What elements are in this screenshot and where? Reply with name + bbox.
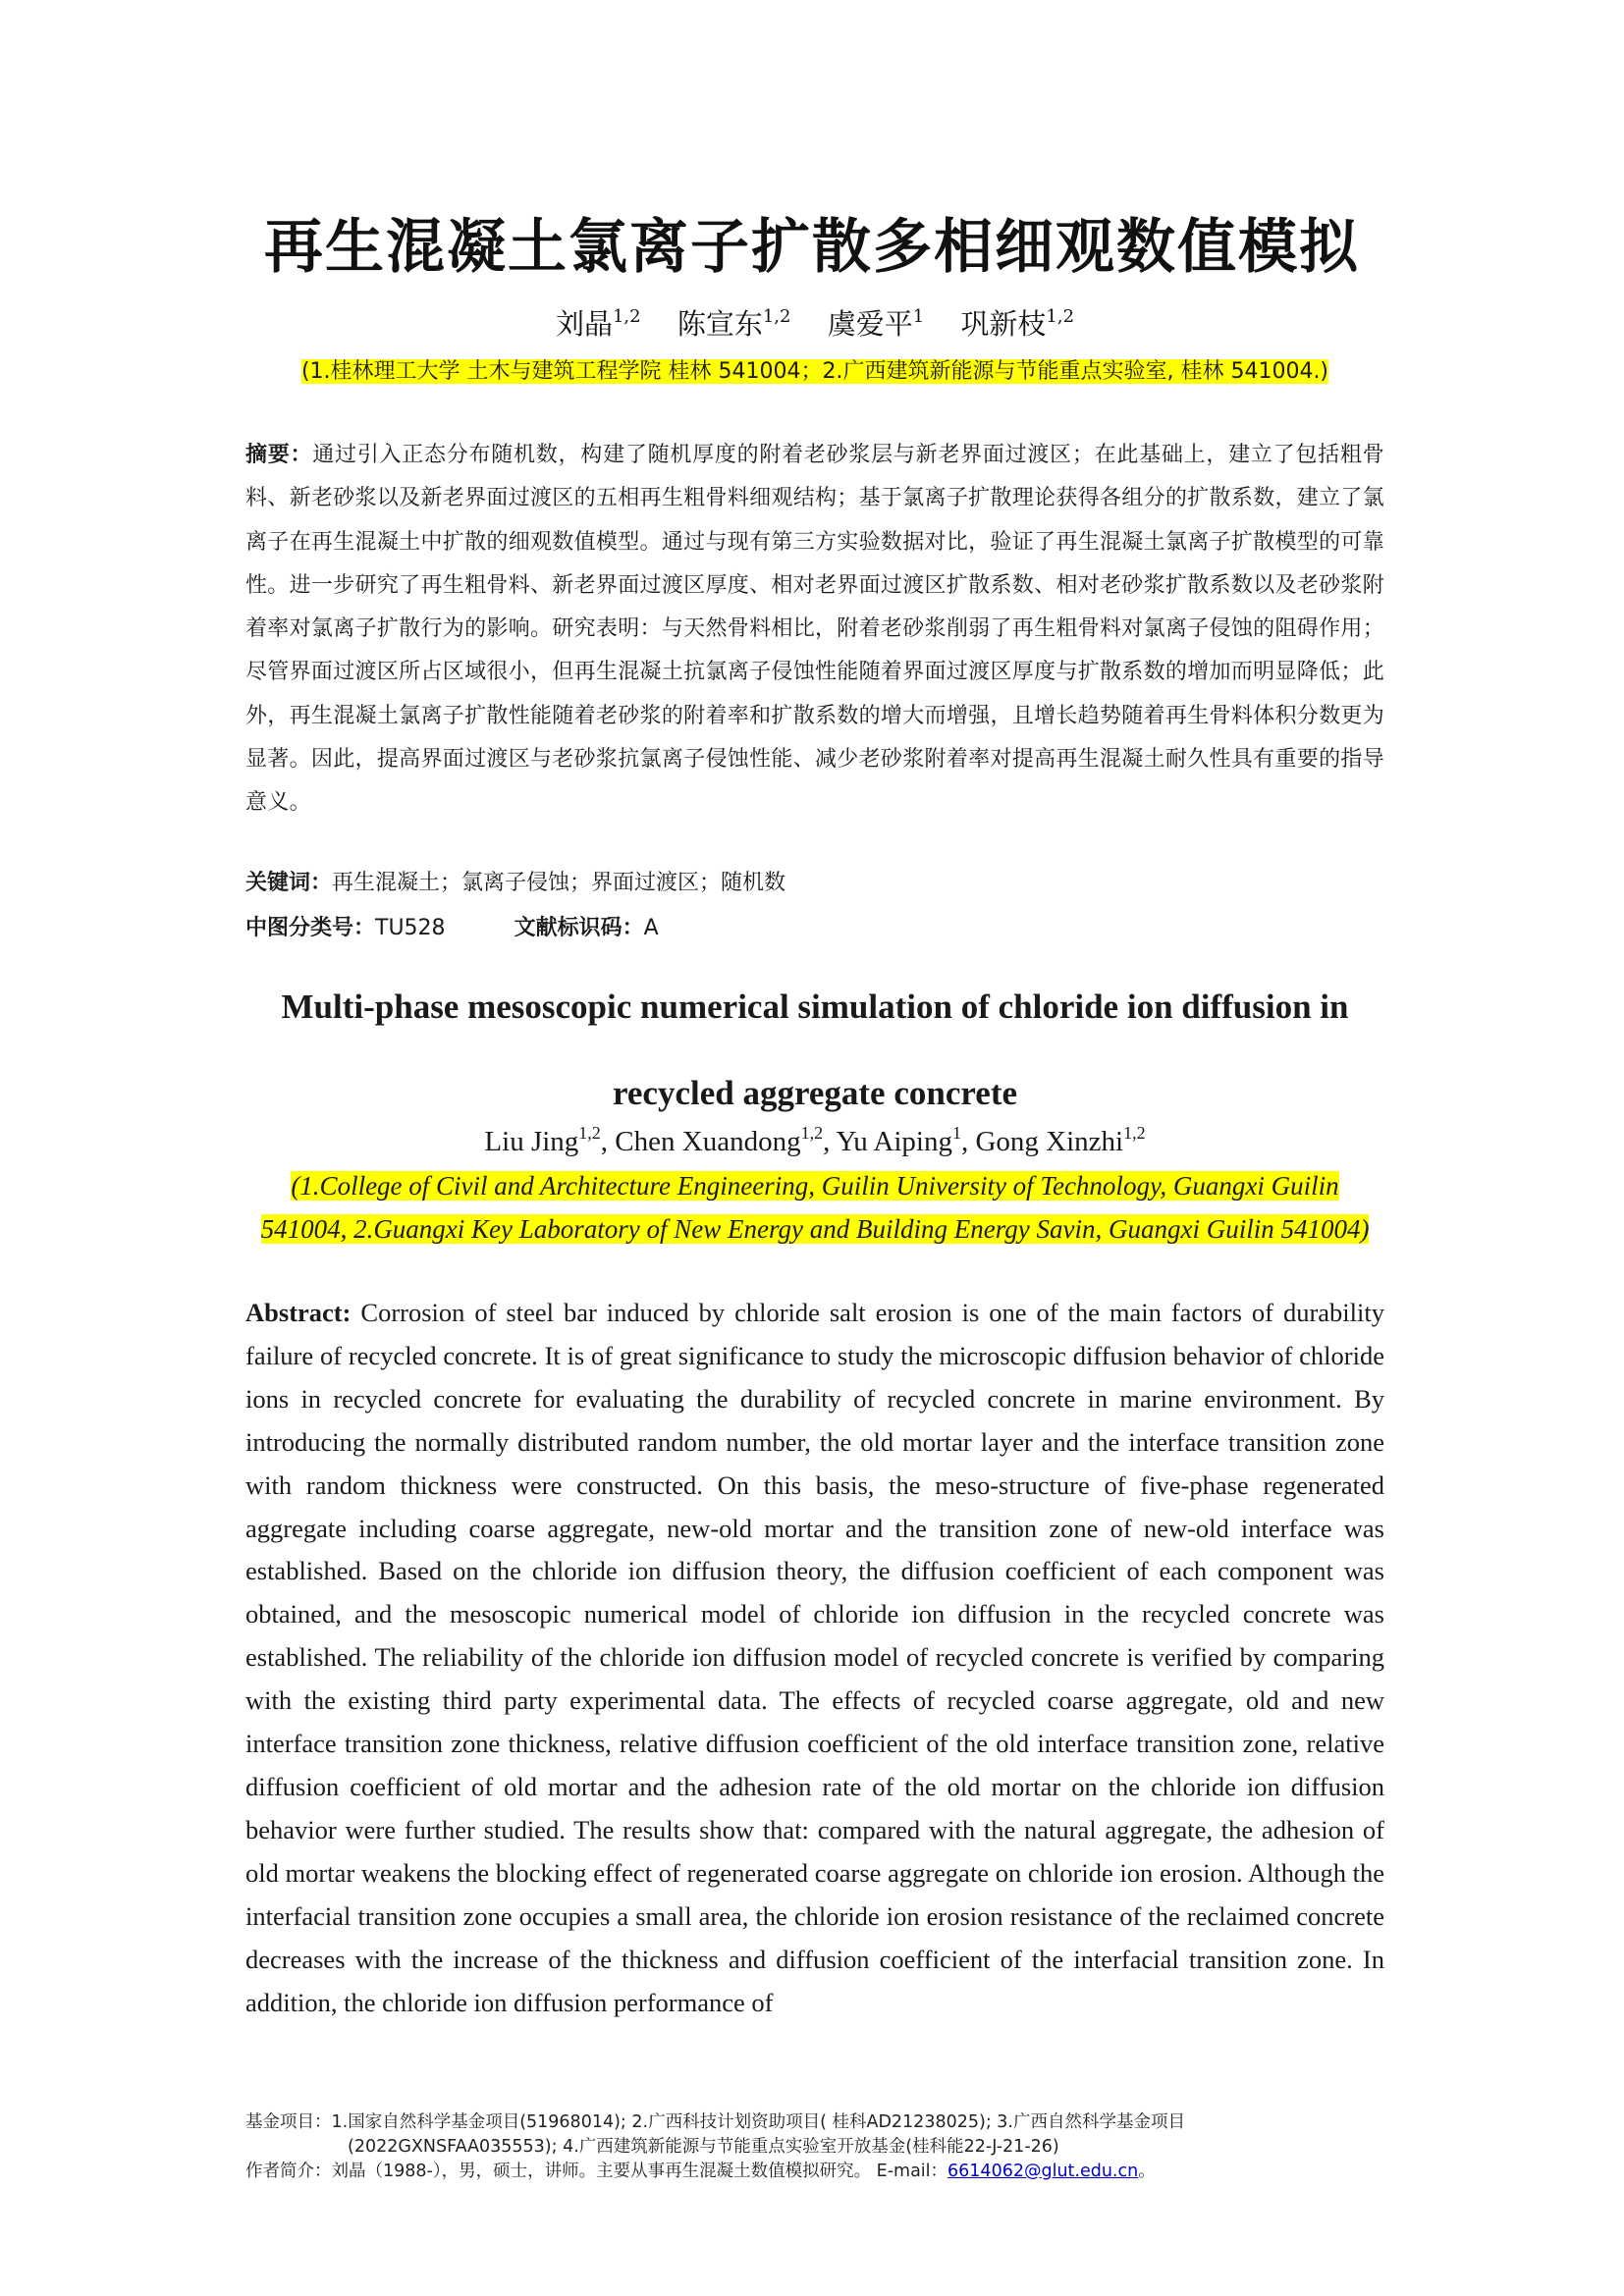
abstract-cn-text: 通过引入正态分布随机数，构建了随机厚度的附着老砂浆层与新老界面过渡区；在此基础上，建立了包括粗骨料、新老砂浆以及新老界面过渡区的五相再生粗骨料细观结构；基于氯离子扩散理论获得各组分的扩散系数，建立了氯离子在再生混凝土中扩散的细观数值模型。通过与现有第三方实验数据对比，验证了再生混凝土氯离子扩散模型的可靠性。进一步研究了再生粗骨料、新老界面过渡区厚度、相对老界面过渡区扩散系数、相对老砂浆扩散系数以及老砂浆附着率对氯离子扩散行为的影响。研究表明：与天然骨料相比，附着老砂浆削弱了再生粗骨料对氯离子侵蚀的阻碍作用；尽管界面过渡区所占区域很小，但再生混凝土抗氯离子侵蚀性能随着界面过渡区厚度与扩散系数的增加而明显降低；此外，再生混凝土氯离子扩散性能随着老砂浆的附着率和扩散系数的增大而增强，且增长趋势随着再生骨料体积分数更为显著。因此，提高界面过渡区与老砂浆抗氯离子侵蚀性能、减少老砂浆附着率对提高再生混凝土耐久性具有重要的指导意义。 — [245, 443, 1384, 816]
fund-label: 基金项目： — [245, 2112, 332, 2132]
keywords-chinese — [245, 866, 1384, 896]
author-en-name: Yu Aiping — [836, 1126, 952, 1157]
abstract-en-label: Abstract: — [245, 1298, 352, 1327]
author-en-sup: 1,2 — [800, 1123, 824, 1143]
abstract-en-text: Corrosion of steel bar induced by chloride salt erosion is one of the main factors of durability failure of recycled concrete. It is of great significance to study the microscopic diffusion behavior of chloride ions in recycled concrete for evaluating the durability of recycled concrete in marine environment. By introducing the normally distributed random number, the old mortar layer and the interface transition zone with random thickness were constructed. On this basis, the meso-structure of five-phase regenerated aggregate including coarse aggregate, new-old mortar and the transition zone of new-old interface was established. Based on the chloride ion diffusion theory, the diffusion coefficient of each component was obtained, and the mesoscopic numerical model of chloride ion diffusion in the recycled concrete was established. The reliability of the chloride ion diffusion model of recycled concrete is verified by comparing with the existing third party experimental data. The effects of recycled coarse aggregate, old and new interface transition zone thickness, relative diffusion coefficient of the old interface transition zone, relative diffusion coefficient of old mortar and the adhesion rate of the old mortar on the chloride ion diffusion behavior were further studied. The results show that: compared with the natural aggregate, the adhesion of old mortar weakens the blocking effect of regenerated coarse aggregate on chloride ion erosion. Although the interfacial transition zone occupies a small area, the chloride ion erosion resistance of the reclaimed concrete decreases with the increase of the thickness and diffusion coefficient of the interfacial transition zone. In addition, the chloride ion diffusion performance of — [245, 1298, 1384, 2017]
author-cn-name: 刘晶 — [555, 307, 613, 341]
author-en-sup: 1 — [951, 1123, 961, 1143]
clc-label: 中图分类号： — [245, 916, 376, 940]
author-cn — [960, 307, 1074, 341]
author-cn — [677, 307, 791, 341]
author-en — [484, 1123, 616, 1157]
affiliation-english — [245, 1164, 1384, 1251]
author-en-sep: , — [600, 1126, 616, 1157]
keywords-label: 关键词： — [245, 871, 333, 895]
author-cn-name: 虞爱平 — [827, 307, 913, 341]
authors-chinese — [245, 302, 1384, 343]
author-cn-sup: 1 — [912, 306, 925, 327]
author-en-sup: 1,2 — [578, 1123, 601, 1143]
author-en-sep: , — [823, 1126, 837, 1157]
fund-line-1 — [245, 2110, 1404, 2135]
abstract-chinese — [245, 434, 1384, 826]
affiliation-chinese — [285, 353, 1345, 391]
authors-english — [245, 1123, 1384, 1158]
keywords-text: 再生混凝土；氯离子侵蚀；界面过渡区；随机数 — [332, 871, 786, 895]
author-bio-label: 作者简介： — [245, 2162, 332, 2181]
email-link[interactable]: 6614062@glut.edu.cn — [947, 2162, 1139, 2181]
author-cn-name: 陈宣东 — [677, 307, 763, 341]
author-bio — [245, 2160, 1404, 2184]
author-en-name: Chen Xuandong — [615, 1126, 801, 1157]
author-en-name: Gong Xinzhi — [975, 1126, 1124, 1157]
author-en — [975, 1123, 1146, 1157]
author-cn-sup: 1,2 — [762, 306, 791, 327]
author-en-name: Liu Jing — [484, 1126, 579, 1157]
affiliation-en-text: (1.College of Civil and Architecture Engineering, Guilin University of Technology, Guangxi Guilin 541004, 2.Guangxi Key Laboratory of New Energy and Building Energy Savin, Guangxi Guilin 541004) — [260, 1171, 1370, 1244]
author-cn — [828, 307, 924, 341]
footnotes — [245, 2110, 1404, 2184]
doc-code-label: 文献标识码： — [514, 916, 644, 940]
author-cn-name: 巩新枝 — [960, 307, 1047, 341]
fund-text: 1.国家自然科学基金项目(51968014); 2.广西科技计划资助项目( 桂科AD21238025); 3.广西自然科学基金项目 — [331, 2112, 1185, 2132]
author-en — [836, 1123, 976, 1157]
author-en-sep: , — [960, 1126, 976, 1157]
fund-line-2: (2022GXNSFAA035553); 4.广西建筑新能源与节能重点实验室开放基金(桂科能22-J-21-26) — [348, 2137, 1059, 2157]
doc-code-value: A — [643, 916, 659, 940]
author-en-sup: 1,2 — [1123, 1123, 1146, 1143]
abstract-cn-label: 摘要： — [245, 443, 313, 467]
title-chinese: 再生混凝土氯离子扩散多相细观数值模拟 — [264, 213, 1360, 282]
abstract-english — [245, 1292, 1384, 2024]
author-en — [615, 1123, 837, 1157]
author-cn-sup: 1,2 — [612, 306, 641, 327]
clc-value: TU528 — [375, 916, 446, 940]
title-english: Multi-phase mesoscopic numerical simulation of chloride ion diffusion in recycled aggregate concrete — [281, 988, 1349, 1112]
end-mark: 。 — [1138, 2162, 1156, 2181]
author-cn-sup: 1,2 — [1046, 306, 1075, 327]
author-bio-text: 刘晶（1988-），男，硕士，讲师。主要从事再生混凝土数值模拟研究。 E-mail： — [331, 2162, 948, 2181]
classification-line — [245, 911, 1384, 941]
affiliation-cn-text: (1.桂林理工大学 土木与建筑工程学院 桂林 541004；2.广西建筑新能源与节能重点实验室, 桂林 541004.) — [300, 359, 1329, 384]
author-cn — [556, 307, 641, 341]
